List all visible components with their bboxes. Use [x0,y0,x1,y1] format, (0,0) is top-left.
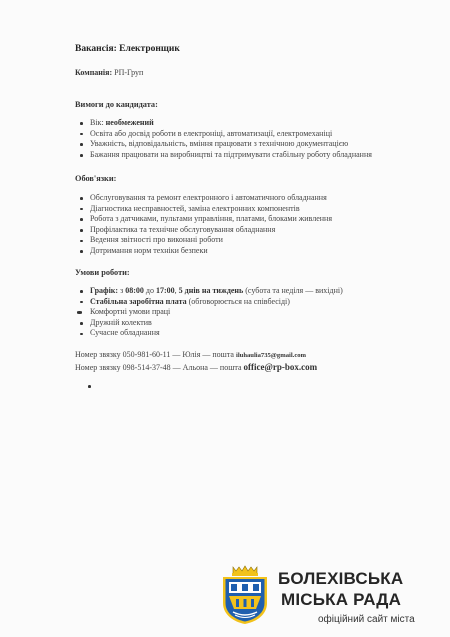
list-item [90,297,343,308]
company-line [75,68,143,77]
age-label: Вік: [90,118,106,127]
list-item: Обслуговування та ремонт електронного і автоматичного обладнання [90,193,332,204]
contact-text: Номер звязку 050-981-60-11 — Юлія — пошта [75,350,236,359]
coat-of-arms-icon [220,565,270,625]
age-value: необмежений [105,118,154,127]
conditions-list [90,286,343,339]
requirements-heading: Вимоги до кандидата: [75,100,158,109]
vacancy-title: Вакансія: Електронщик [75,44,180,54]
list-item: Освіта або досвід роботи в електроніці, автоматизації, електромеханіці [90,129,372,140]
schedule-to: до [143,286,156,295]
contact-email[interactable]: office@rp-box.com [243,362,318,372]
list-item: Діагностика несправностей, заміна електронних компонентів [90,204,332,215]
contact-email[interactable]: iluhaulia735@gmail.com [235,352,307,359]
list-item: Уважність, відповідальність, вміння працювати з технічною документацією [90,139,372,150]
contact-text: Номер звязку 098-514-37-48 — Альона — пошта [75,363,244,372]
list-item: Ведення звітності про виконані роботи [90,235,332,246]
list-item: Дружній колектив [90,318,343,329]
schedule-note: (субота та неділя — вихідні) [243,286,343,295]
list-item: Сучасне обладнання [90,328,343,339]
conditions-heading: Умови роботи: [75,268,130,277]
schedule-start-time: 08:00 [125,286,144,295]
schedule-end-time: 17:00 [156,286,175,295]
schedule-label: Графік: [90,286,119,295]
site-name-line1: БОЛЕХІВСЬКА [278,569,404,588]
contact-line-2 [75,362,317,372]
list-item [90,118,372,129]
schedule-days: 5 днів на тиждень [178,286,244,295]
site-name-line2: МІСЬКА РАДА [281,590,402,609]
salary-note: (обговорюється на співбесіді) [186,296,290,306]
duties-list [90,193,332,257]
site-subtitle: офіційний сайт міста [318,614,415,625]
list-item [90,286,343,297]
stray-bullet [88,385,91,388]
company-name: РП-Груп [114,68,144,77]
schedule-from: з [118,286,126,295]
duties-heading: Обов'язки: [75,174,117,183]
contact-line-1 [75,350,306,359]
list-item: Профілактика та технічне обслуговування обладнання [90,225,332,236]
company-label: Компанія: [75,68,113,77]
list-item: Бажання працювати на виробництві та підтримувати стабільну роботу обладнання [90,149,372,159]
list-item: Комфортні умови праці [90,307,343,318]
salary-label: Стабільна заробітна плата [90,296,187,306]
list-item: Робота з датчиками, пультами управління, платами, блоками живлення [90,214,333,224]
requirements-list [90,118,372,160]
schedule-comma: , [174,286,179,295]
list-item: Дотримання норм техніки безпеки [90,246,332,257]
